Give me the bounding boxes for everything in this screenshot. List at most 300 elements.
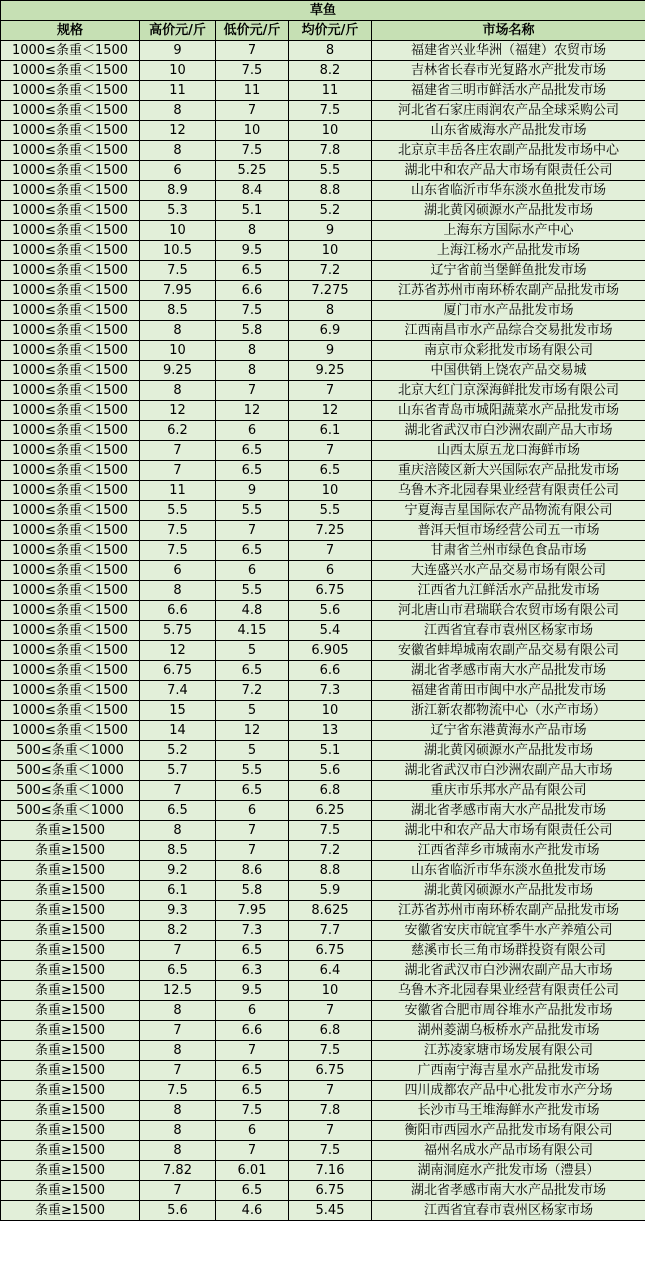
cell-market-name: 湖北省武汉市白沙洲农副产品大市场 <box>372 761 645 781</box>
table-row <box>1 461 645 481</box>
cell-avg-price: 6 <box>289 561 372 581</box>
cell-avg-price: 6.8 <box>289 781 372 801</box>
cell-high-price: 8 <box>140 1041 216 1061</box>
cell-high-price: 6 <box>140 161 216 181</box>
cell-spec: 条重≥1500 <box>1 1121 140 1141</box>
cell-avg-price: 8 <box>289 301 372 321</box>
cell-market-name: 衡阳市西园水产品批发市场有限公司 <box>372 1121 645 1141</box>
cell-low-price: 5 <box>216 741 289 761</box>
header-avg-price: 均价元/斤 <box>289 21 372 41</box>
cell-high-price: 8.5 <box>140 841 216 861</box>
table-row <box>1 81 645 101</box>
cell-market-name: 四川成都农产品中心批发市水产分场 <box>372 1081 645 1101</box>
cell-market-name: 山东省临沂市华东淡水鱼批发市场 <box>372 861 645 881</box>
cell-spec: 1000≤条重＜1500 <box>1 661 140 681</box>
cell-low-price: 6.5 <box>216 941 289 961</box>
cell-low-price: 6 <box>216 801 289 821</box>
cell-low-price: 7.5 <box>216 301 289 321</box>
cell-high-price: 8.5 <box>140 301 216 321</box>
cell-spec: 1000≤条重＜1500 <box>1 41 140 61</box>
cell-low-price: 5.5 <box>216 501 289 521</box>
cell-low-price: 4.6 <box>216 1201 289 1221</box>
cell-market-name: 江西南昌市水产品综合交易批发市场 <box>372 321 645 341</box>
cell-high-price: 7 <box>140 1181 216 1201</box>
cell-market-name: 湖北省武汉市白沙洲农副产品大市场 <box>372 421 645 441</box>
title-row <box>1 1 645 21</box>
cell-low-price: 8 <box>216 341 289 361</box>
cell-low-price: 6.6 <box>216 281 289 301</box>
cell-low-price: 9 <box>216 481 289 501</box>
table-body <box>1 41 645 1221</box>
cell-low-price: 8.4 <box>216 181 289 201</box>
cell-market-name: 浙江新农都物流中心（水产市场） <box>372 701 645 721</box>
cell-low-price: 7.5 <box>216 141 289 161</box>
cell-avg-price: 6.25 <box>289 801 372 821</box>
table-row <box>1 161 645 181</box>
table-row <box>1 221 645 241</box>
cell-avg-price: 5.45 <box>289 1201 372 1221</box>
cell-market-name: 北京大红门京深海鲜批发市场有限公司 <box>372 381 645 401</box>
table-row <box>1 961 645 981</box>
cell-low-price: 6.5 <box>216 1181 289 1201</box>
cell-spec: 条重≥1500 <box>1 1141 140 1161</box>
cell-market-name: 宁夏海吉星国际农产品物流有限公司 <box>372 501 645 521</box>
table-row <box>1 241 645 261</box>
cell-high-price: 10 <box>140 341 216 361</box>
cell-market-name: 湖北中和农产品大市场有限责任公司 <box>372 161 645 181</box>
cell-low-price: 5.5 <box>216 581 289 601</box>
table-row <box>1 321 645 341</box>
cell-avg-price: 13 <box>289 721 372 741</box>
cell-high-price: 5.7 <box>140 761 216 781</box>
cell-spec: 条重≥1500 <box>1 841 140 861</box>
cell-market-name: 安徽省合肥市周谷堆水产品批发市场 <box>372 1001 645 1021</box>
table-row <box>1 141 645 161</box>
cell-spec: 条重≥1500 <box>1 1161 140 1181</box>
cell-spec: 500≤条重＜1000 <box>1 761 140 781</box>
cell-avg-price: 7 <box>289 1001 372 1021</box>
cell-high-price: 12 <box>140 401 216 421</box>
cell-spec: 条重≥1500 <box>1 1081 140 1101</box>
cell-high-price: 15 <box>140 701 216 721</box>
cell-high-price: 8 <box>140 141 216 161</box>
cell-spec: 1000≤条重＜1500 <box>1 141 140 161</box>
cell-avg-price: 6.4 <box>289 961 372 981</box>
header-high-price: 高价元/斤 <box>140 21 216 41</box>
cell-market-name: 安徽省蚌埠城南农副产品交易有限公司 <box>372 641 645 661</box>
cell-spec: 1000≤条重＜1500 <box>1 461 140 481</box>
cell-spec: 1000≤条重＜1500 <box>1 721 140 741</box>
cell-spec: 条重≥1500 <box>1 941 140 961</box>
cell-low-price: 7 <box>216 841 289 861</box>
cell-high-price: 6.5 <box>140 801 216 821</box>
cell-low-price: 7.2 <box>216 681 289 701</box>
cell-spec: 1000≤条重＜1500 <box>1 581 140 601</box>
cell-high-price: 6.6 <box>140 601 216 621</box>
cell-avg-price: 7 <box>289 1081 372 1101</box>
cell-spec: 条重≥1500 <box>1 1201 140 1221</box>
cell-low-price: 7 <box>216 521 289 541</box>
table-row <box>1 601 645 621</box>
table-row <box>1 941 645 961</box>
cell-low-price: 6.5 <box>216 441 289 461</box>
cell-avg-price: 8.2 <box>289 61 372 81</box>
cell-low-price: 10 <box>216 121 289 141</box>
cell-high-price: 10.5 <box>140 241 216 261</box>
table-row <box>1 501 645 521</box>
cell-high-price: 8 <box>140 1001 216 1021</box>
cell-avg-price: 7.5 <box>289 101 372 121</box>
cell-market-name: 普洱天恒市场经营公司五一市场 <box>372 521 645 541</box>
table-row <box>1 581 645 601</box>
cell-low-price: 6 <box>216 1121 289 1141</box>
cell-avg-price: 7.275 <box>289 281 372 301</box>
cell-market-name: 上海东方国际水产中心 <box>372 221 645 241</box>
cell-market-name: 辽宁省前当堡鲜鱼批发市场 <box>372 261 645 281</box>
table-row <box>1 681 645 701</box>
cell-low-price: 7 <box>216 1141 289 1161</box>
cell-market-name: 山东省青岛市城阳蔬菜水产品批发市场 <box>372 401 645 421</box>
cell-low-price: 7 <box>216 1041 289 1061</box>
cell-high-price: 9.3 <box>140 901 216 921</box>
cell-market-name: 广西南宁海吉星水产品批发市场 <box>372 1061 645 1081</box>
cell-low-price: 5 <box>216 701 289 721</box>
cell-market-name: 吉林省长春市光复路水产批发市场 <box>372 61 645 81</box>
cell-high-price: 8.2 <box>140 921 216 941</box>
cell-avg-price: 5.6 <box>289 761 372 781</box>
cell-spec: 1000≤条重＜1500 <box>1 541 140 561</box>
cell-spec: 500≤条重＜1000 <box>1 741 140 761</box>
cell-avg-price: 5.5 <box>289 501 372 521</box>
cell-high-price: 7 <box>140 441 216 461</box>
table-row <box>1 41 645 61</box>
table-row <box>1 1121 645 1141</box>
cell-avg-price: 7.5 <box>289 821 372 841</box>
cell-high-price: 7.82 <box>140 1161 216 1181</box>
cell-market-name: 厦门市水产品批发市场 <box>372 301 645 321</box>
cell-low-price: 5.8 <box>216 321 289 341</box>
cell-high-price: 6.5 <box>140 961 216 981</box>
table-row <box>1 201 645 221</box>
cell-low-price: 7.95 <box>216 901 289 921</box>
cell-market-name: 江苏省苏州市南环桥农副产品批发市场 <box>372 901 645 921</box>
cell-spec: 条重≥1500 <box>1 1101 140 1121</box>
header-spec: 规格 <box>1 21 140 41</box>
cell-spec: 1000≤条重＜1500 <box>1 601 140 621</box>
cell-avg-price: 7 <box>289 441 372 461</box>
cell-avg-price: 7 <box>289 1121 372 1141</box>
cell-low-price: 6.5 <box>216 541 289 561</box>
cell-avg-price: 7 <box>289 541 372 561</box>
cell-avg-price: 5.9 <box>289 881 372 901</box>
header-market-name: 市场名称 <box>372 21 645 41</box>
cell-low-price: 5.1 <box>216 201 289 221</box>
cell-avg-price: 10 <box>289 701 372 721</box>
cell-high-price: 6 <box>140 561 216 581</box>
cell-high-price: 5.2 <box>140 741 216 761</box>
table-row <box>1 621 645 641</box>
cell-market-name: 江西省宜春市袁州区杨家市场 <box>372 1201 645 1221</box>
cell-high-price: 8 <box>140 381 216 401</box>
cell-spec: 1000≤条重＜1500 <box>1 481 140 501</box>
cell-market-name: 中国供销上饶农产品交易城 <box>372 361 645 381</box>
cell-market-name: 北京京丰岳各庄农副产品批发市场中心 <box>372 141 645 161</box>
cell-low-price: 6.01 <box>216 1161 289 1181</box>
table-row <box>1 481 645 501</box>
table-row <box>1 521 645 541</box>
cell-market-name: 福建省兴业华洲（福建）农贸市场 <box>372 41 645 61</box>
cell-market-name: 福建省三明市鲜活水产品批发市场 <box>372 81 645 101</box>
cell-spec: 1000≤条重＜1500 <box>1 201 140 221</box>
cell-high-price: 6.1 <box>140 881 216 901</box>
cell-high-price: 7.95 <box>140 281 216 301</box>
cell-low-price: 6.5 <box>216 781 289 801</box>
cell-spec: 1000≤条重＜1500 <box>1 421 140 441</box>
cell-spec: 1000≤条重＜1500 <box>1 301 140 321</box>
table-row <box>1 921 645 941</box>
cell-low-price: 9.5 <box>216 981 289 1001</box>
cell-avg-price: 9.25 <box>289 361 372 381</box>
cell-high-price: 8.9 <box>140 181 216 201</box>
cell-low-price: 6.3 <box>216 961 289 981</box>
cell-market-name: 大连盛兴水产品交易市场有限公司 <box>372 561 645 581</box>
cell-spec: 1000≤条重＜1500 <box>1 381 140 401</box>
cell-market-name: 湖北省孝感市南大水产品批发市场 <box>372 661 645 681</box>
cell-high-price: 8 <box>140 1121 216 1141</box>
cell-market-name: 长沙市马王堆海鲜水产批发市场 <box>372 1101 645 1121</box>
cell-spec: 1000≤条重＜1500 <box>1 341 140 361</box>
cell-avg-price: 10 <box>289 121 372 141</box>
table-row <box>1 281 645 301</box>
table-row <box>1 341 645 361</box>
cell-high-price: 12 <box>140 641 216 661</box>
cell-high-price: 12 <box>140 121 216 141</box>
cell-high-price: 8 <box>140 821 216 841</box>
cell-low-price: 4.8 <box>216 601 289 621</box>
cell-high-price: 8 <box>140 321 216 341</box>
cell-spec: 1000≤条重＜1500 <box>1 561 140 581</box>
cell-high-price: 7.5 <box>140 261 216 281</box>
table-row <box>1 61 645 81</box>
cell-market-name: 福州名成水产品市场有限公司 <box>372 1141 645 1161</box>
cell-high-price: 7 <box>140 941 216 961</box>
table-row <box>1 661 645 681</box>
table-row <box>1 401 645 421</box>
cell-high-price: 9.2 <box>140 861 216 881</box>
cell-market-name: 甘肃省兰州市绿色食品市场 <box>372 541 645 561</box>
cell-market-name: 河北省石家庄雨润农产品全球采购公司 <box>372 101 645 121</box>
table-row <box>1 561 645 581</box>
cell-market-name: 湖州菱湖乌板桥水产品批发市场 <box>372 1021 645 1041</box>
cell-spec: 1000≤条重＜1500 <box>1 701 140 721</box>
cell-avg-price: 10 <box>289 241 372 261</box>
cell-high-price: 6.75 <box>140 661 216 681</box>
cell-spec: 1000≤条重＜1500 <box>1 361 140 381</box>
table-row <box>1 701 645 721</box>
cell-spec: 1000≤条重＜1500 <box>1 681 140 701</box>
cell-high-price: 10 <box>140 221 216 241</box>
cell-spec: 1000≤条重＜1500 <box>1 401 140 421</box>
cell-market-name: 江苏凌家塘市场发展有限公司 <box>372 1041 645 1061</box>
cell-market-name: 湖北黄冈硕源水产品批发市场 <box>372 741 645 761</box>
cell-high-price: 7.5 <box>140 1081 216 1101</box>
cell-spec: 1000≤条重＜1500 <box>1 241 140 261</box>
cell-spec: 条重≥1500 <box>1 921 140 941</box>
table-row <box>1 1201 645 1221</box>
cell-spec: 500≤条重＜1000 <box>1 781 140 801</box>
cell-high-price: 8 <box>140 581 216 601</box>
cell-high-price: 7.5 <box>140 541 216 561</box>
cell-market-name: 湖北中和农产品大市场有限责任公司 <box>372 821 645 841</box>
table-row <box>1 101 645 121</box>
table-row <box>1 881 645 901</box>
cell-high-price: 11 <box>140 81 216 101</box>
table-row <box>1 901 645 921</box>
cell-low-price: 12 <box>216 401 289 421</box>
cell-low-price: 6.6 <box>216 1021 289 1041</box>
cell-market-name: 慈溪市长三角市场群投资有限公司 <box>372 941 645 961</box>
cell-spec: 条重≥1500 <box>1 981 140 1001</box>
cell-low-price: 11 <box>216 81 289 101</box>
cell-high-price: 11 <box>140 481 216 501</box>
table-row <box>1 1161 645 1181</box>
cell-avg-price: 6.905 <box>289 641 372 661</box>
cell-avg-price: 6.75 <box>289 581 372 601</box>
cell-avg-price: 11 <box>289 81 372 101</box>
cell-avg-price: 7.5 <box>289 1141 372 1161</box>
cell-low-price: 7 <box>216 381 289 401</box>
cell-market-name: 湖北黄冈硕源水产品批发市场 <box>372 881 645 901</box>
cell-high-price: 9.25 <box>140 361 216 381</box>
cell-spec: 条重≥1500 <box>1 901 140 921</box>
cell-spec: 1000≤条重＜1500 <box>1 221 140 241</box>
cell-avg-price: 6.5 <box>289 461 372 481</box>
cell-spec: 条重≥1500 <box>1 1181 140 1201</box>
table-row <box>1 181 645 201</box>
table-row <box>1 721 645 741</box>
table-row <box>1 741 645 761</box>
cell-market-name: 乌鲁木齐北园春果业经营有限责任公司 <box>372 481 645 501</box>
cell-low-price: 9.5 <box>216 241 289 261</box>
cell-market-name: 辽宁省东港黄海水产品市场 <box>372 721 645 741</box>
cell-spec: 1000≤条重＜1500 <box>1 261 140 281</box>
cell-high-price: 8 <box>140 1101 216 1121</box>
cell-market-name: 乌鲁木齐北园春果业经营有限责任公司 <box>372 981 645 1001</box>
cell-low-price: 5 <box>216 641 289 661</box>
cell-high-price: 5.5 <box>140 501 216 521</box>
cell-market-name: 南京市众彩批发市场有限公司 <box>372 341 645 361</box>
cell-avg-price: 6.75 <box>289 1061 372 1081</box>
cell-low-price: 5.8 <box>216 881 289 901</box>
table-row <box>1 1001 645 1021</box>
table-row <box>1 361 645 381</box>
cell-market-name: 江西省宜春市袁州区杨家市场 <box>372 621 645 641</box>
table-row <box>1 981 645 1001</box>
cell-low-price: 7.5 <box>216 1101 289 1121</box>
cell-low-price: 7.3 <box>216 921 289 941</box>
cell-spec: 1000≤条重＜1500 <box>1 181 140 201</box>
table-row <box>1 1041 645 1061</box>
table-row <box>1 541 645 561</box>
cell-spec: 条重≥1500 <box>1 1021 140 1041</box>
cell-avg-price: 9 <box>289 221 372 241</box>
cell-avg-price: 7.2 <box>289 841 372 861</box>
cell-avg-price: 7.16 <box>289 1161 372 1181</box>
cell-avg-price: 5.1 <box>289 741 372 761</box>
cell-low-price: 7 <box>216 41 289 61</box>
cell-market-name: 江西省九江鲜活水产品批发市场 <box>372 581 645 601</box>
table-row <box>1 1181 645 1201</box>
cell-avg-price: 5.2 <box>289 201 372 221</box>
cell-avg-price: 6.75 <box>289 941 372 961</box>
table-row <box>1 641 645 661</box>
cell-spec: 条重≥1500 <box>1 961 140 981</box>
cell-market-name: 山东省威海水产品批发市场 <box>372 121 645 141</box>
cell-high-price: 9 <box>140 41 216 61</box>
cell-market-name: 湖北省武汉市白沙洲农副产品大市场 <box>372 961 645 981</box>
cell-avg-price: 12 <box>289 401 372 421</box>
table-row <box>1 441 645 461</box>
cell-spec: 条重≥1500 <box>1 881 140 901</box>
table-row <box>1 421 645 441</box>
cell-high-price: 7 <box>140 781 216 801</box>
table-row <box>1 1141 645 1161</box>
cell-market-name: 福建省莆田市闽中水产品批发市场 <box>372 681 645 701</box>
cell-market-name: 重庆市乐邦水产品有限公司 <box>372 781 645 801</box>
cell-low-price: 6.5 <box>216 461 289 481</box>
cell-low-price: 4.15 <box>216 621 289 641</box>
cell-high-price: 7 <box>140 1061 216 1081</box>
cell-low-price: 6.5 <box>216 661 289 681</box>
cell-low-price: 12 <box>216 721 289 741</box>
cell-avg-price: 8 <box>289 41 372 61</box>
cell-high-price: 8 <box>140 1141 216 1161</box>
cell-spec: 条重≥1500 <box>1 1041 140 1061</box>
cell-high-price: 14 <box>140 721 216 741</box>
cell-high-price: 12.5 <box>140 981 216 1001</box>
cell-spec: 1000≤条重＜1500 <box>1 321 140 341</box>
cell-avg-price: 7.3 <box>289 681 372 701</box>
table-row <box>1 1101 645 1121</box>
cell-avg-price: 5.4 <box>289 621 372 641</box>
table-row <box>1 781 645 801</box>
cell-spec: 1000≤条重＜1500 <box>1 121 140 141</box>
cell-low-price: 6.5 <box>216 261 289 281</box>
cell-market-name: 上海江杨水产品批发市场 <box>372 241 645 261</box>
cell-spec: 1000≤条重＜1500 <box>1 441 140 461</box>
cell-high-price: 6.2 <box>140 421 216 441</box>
cell-spec: 1000≤条重＜1500 <box>1 101 140 121</box>
table-row <box>1 301 645 321</box>
cell-spec: 1000≤条重＜1500 <box>1 61 140 81</box>
cell-avg-price: 8.8 <box>289 181 372 201</box>
cell-spec: 1000≤条重＜1500 <box>1 621 140 641</box>
table-row <box>1 381 645 401</box>
cell-high-price: 10 <box>140 61 216 81</box>
cell-avg-price: 10 <box>289 481 372 501</box>
cell-avg-price: 6.9 <box>289 321 372 341</box>
table-title: 草鱼 <box>1 1 645 21</box>
cell-low-price: 8 <box>216 221 289 241</box>
header-row <box>1 21 645 41</box>
cell-market-name: 湖南洞庭水产批发市场（澧县） <box>372 1161 645 1181</box>
cell-market-name: 湖北黄冈硕源水产品批发市场 <box>372 201 645 221</box>
table-row <box>1 841 645 861</box>
cell-low-price: 6 <box>216 421 289 441</box>
cell-high-price: 7.4 <box>140 681 216 701</box>
cell-avg-price: 10 <box>289 981 372 1001</box>
cell-avg-price: 6.75 <box>289 1181 372 1201</box>
